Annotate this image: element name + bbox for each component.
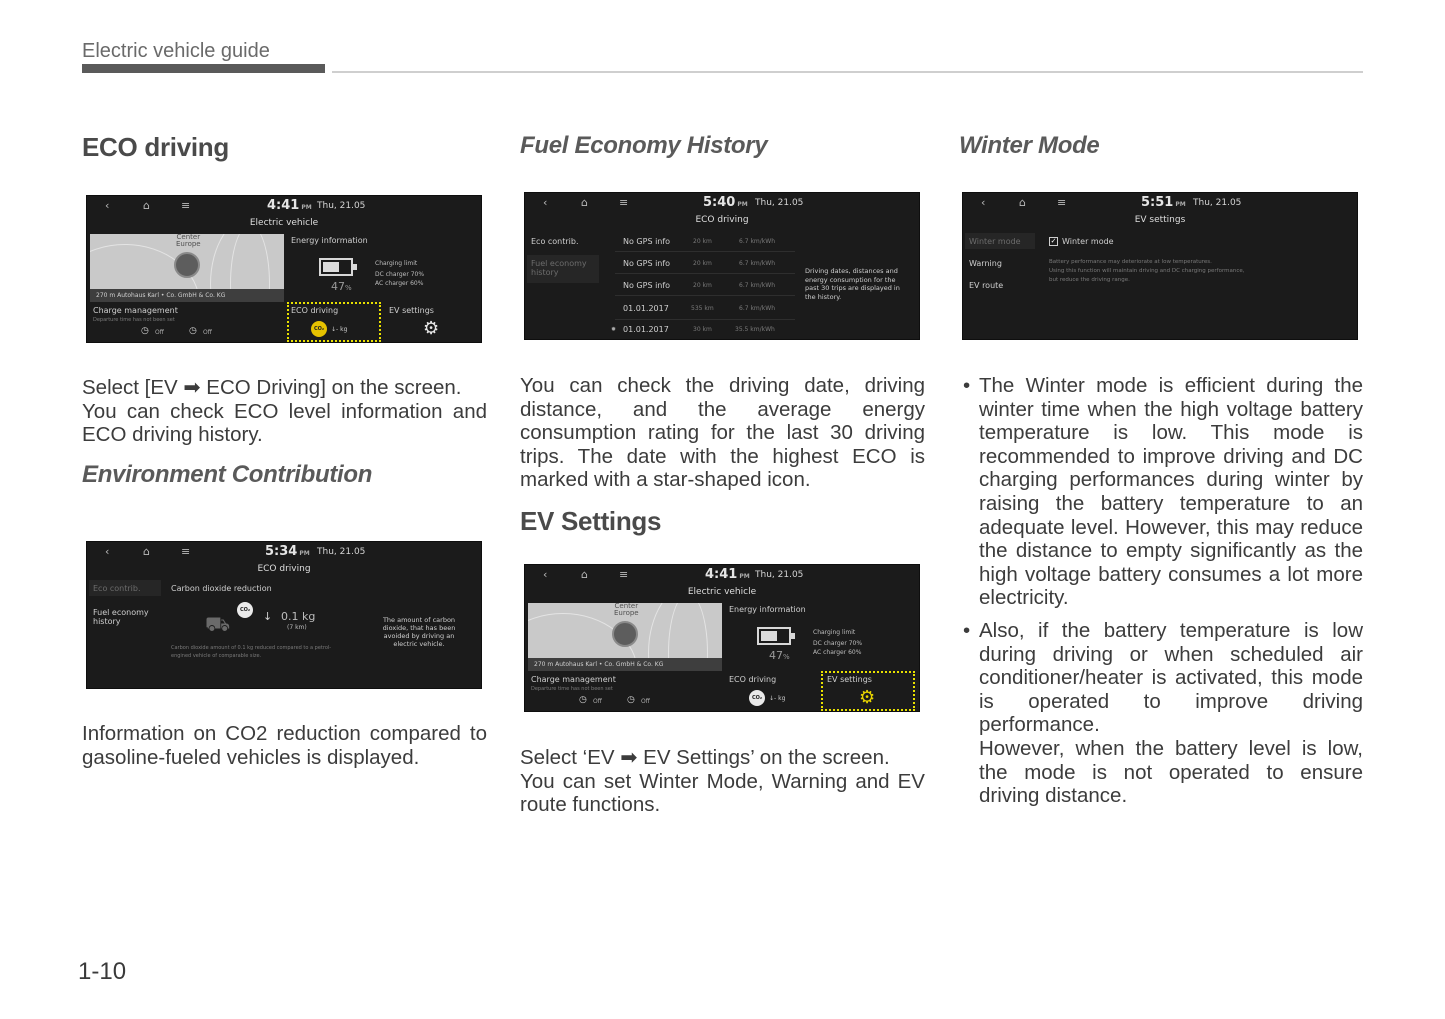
charge-management-label: Charge management (93, 306, 178, 315)
ev-settings-label: EV settings (827, 675, 872, 684)
menu-fuel-economy-history[interactable]: Fuel economy history (531, 259, 587, 277)
history-row-4-date: 01.01.2017 (623, 304, 669, 313)
screen-pm: PM (301, 204, 312, 211)
menu-warning[interactable]: Warning (969, 259, 1002, 268)
clock-icon-2: ◷ (627, 695, 635, 705)
column-1-body (82, 376, 487, 489)
header-bar (82, 64, 325, 73)
screen-date: Thu, 21.05 (1193, 198, 1242, 208)
charging-limit-label: Charging limit (813, 629, 856, 636)
heading-winter-mode: Winter Mode (959, 132, 1100, 159)
column-1-body-2 (82, 722, 487, 769)
charge-management-sub: Departure time has not been set (93, 317, 175, 323)
screen-pm: PM (299, 550, 310, 557)
ev-settings-description: You can set Winter Mode, Warning and EV route functions. (520, 769, 925, 817)
history-note: Driving dates, distances and energy consumption for the past 30 trips are displayed in the history. (805, 267, 900, 301)
env-description: Information on CO2 reduction compared to gasoline-fueled vehicles is displayed. (82, 722, 487, 769)
menu-icon: ≡ (619, 568, 629, 581)
home-icon: ⌂ (1019, 196, 1026, 209)
menu-icon: ≡ (619, 196, 629, 209)
history-row-2-date: No GPS info (623, 259, 671, 268)
history-row-1-eff: 6.7 km/kWh (739, 238, 775, 245)
co2-distance: (7 km) (287, 624, 307, 631)
column-3-body (959, 374, 1363, 817)
winter-bullet-2: • Also, if the battery temperature is low during driving or when scheduled air conditioner/heater is activated, this mode is operated to improve driving performance. However, when the battery level is low, the mode is not operated to ensure driving distance. (963, 618, 1363, 808)
history-row-5-eff: 35.5 km/kWh (735, 326, 775, 333)
history-row-5-km: 30 km (693, 326, 712, 333)
battery-percent: 47 (331, 280, 345, 293)
co2-icon: CO₂ (311, 321, 327, 337)
star-icon: ✹ (611, 326, 617, 333)
screen-date: Thu, 21.05 (755, 570, 804, 580)
back-icon: ‹ (105, 545, 110, 558)
screen-ev-settings-highlight: ‹ ⌂ ≡ 4:41 PM Thu, 21.05 Electric vehicle Center Europe 270 m Autohaus Karl • Co. GmbH & Co. KG Energy information 47% Charging limit DC charger 70% AC charger 60% Charge management Departure time has not been set ◷ Off ◷ Off ECO driving CO₂ ↓- kg EV settings ⚙ (524, 564, 920, 712)
heading-environment-contribution: Environment Contribution (82, 460, 373, 488)
battery-percent: 47 (769, 649, 783, 662)
menu-fuel-economy-history[interactable]: Fuel economy history (93, 608, 149, 626)
screen-title: Electric vehicle (687, 587, 757, 597)
eco-description: You can check ECO level information and ECO driving history. (82, 399, 487, 447)
screen-fuel-history (524, 192, 920, 340)
menu-icon: ≡ (1057, 196, 1067, 209)
screen-pm: PM (1175, 201, 1186, 208)
off-label-1: Off (593, 698, 602, 705)
charge-management-label: Charge management (531, 675, 616, 684)
energy-info-label: Energy information (291, 236, 368, 245)
ac-charger-label: AC charger 60% (375, 280, 424, 287)
screen-pm: PM (737, 201, 748, 208)
screen-time: 5:34 (265, 544, 298, 559)
map-address: 270 m Autohaus Karl • Co. GmbH & Co. KG (528, 658, 722, 671)
map-label: Center Europe (614, 603, 639, 617)
dc-charger-label: DC charger 70% (813, 640, 863, 647)
history-row-1-date: No GPS info (623, 237, 671, 246)
screen-pm: PM (739, 573, 750, 580)
history-row-3-eff: 6.7 km/kWh (739, 282, 775, 289)
co2-value: 0.1 kg (281, 610, 316, 623)
back-icon: ‹ (543, 568, 548, 581)
fuel-history-description: You can check the driving date, driving distance, and the average energy consumption rating for the last 30 driving trips. The date with the highest ECO is marked with a star-shaped icon. (520, 374, 925, 492)
screen-time: 4:41 (267, 198, 300, 213)
winter-desc-1: Battery performance may deteriorate at low temperatures. (1049, 259, 1212, 265)
co2-icon: CO₂ (749, 690, 765, 706)
screen-winter-mode (962, 192, 1358, 340)
map-view (90, 234, 284, 302)
map-view (528, 603, 722, 671)
winter-bullet-2-extra: However, when the battery level is low, the mode is not operated to ensure driving distance. (979, 736, 1363, 808)
eco-instruction: Select [EV ➡ ECO Driving] on the screen. (82, 376, 462, 399)
history-row-3-date: No GPS info (623, 281, 671, 290)
column-2-body-2 (520, 746, 925, 817)
screen-title: ECO driving (257, 564, 311, 574)
winter-desc-2: Using this function will maintain driving and DC charging performance, (1049, 268, 1245, 274)
column-2-body (520, 374, 925, 537)
map-label: Center Europe (176, 234, 201, 248)
battery-icon (319, 258, 353, 276)
back-icon: ‹ (543, 196, 548, 209)
winter-bullet-1-text: The Winter mode is efficient during the winter time when the high voltage battery temperature is low. This mode is recommended to improve driving and DC charging performances during winter by raising the battery temperature to an adequate level. However, this may reduce the distance to empty significantly as the high voltage battery consumes a lot more electricity. (979, 374, 1363, 610)
eco-driving-label: ECO driving (729, 675, 777, 684)
co2-note: The amount of carbon dioxide, that has been avoided by driving an electric vehicle. (382, 616, 456, 648)
winter-mode-label: Winter mode (1062, 237, 1114, 246)
map-address: 270 m Autohaus Karl • Co. GmbH & Co. KG (90, 289, 284, 302)
gear-icon: ⚙ (423, 318, 440, 339)
screen-env-contrib: ‹ ⌂ ≡ 5:34 PM Thu, 21.05 ECO driving Eco contrib. Fuel economy history Carbon dioxide reduction ⛟ CO₂ ↓ 0.1 kg (7 km) Carbon dioxide amount of 0.1 kg reduced compared to a petrol-engined vehicle of comparable size. The amount of carbon dioxide, that has been avoided by driving an electric vehicle. (86, 541, 482, 689)
running-title: Electric vehicle guide (82, 40, 270, 62)
section-co2-reduction: Carbon dioxide reduction (171, 584, 272, 593)
history-row-1-km: 20 km (693, 238, 712, 245)
screen-date: Thu, 21.05 (755, 198, 804, 208)
screen-title: EV settings (1134, 215, 1186, 225)
column-2 (520, 132, 925, 160)
dc-charger-label: DC charger 70% (375, 271, 425, 278)
charging-limit-label: Charging limit (375, 260, 418, 267)
home-icon: ⌂ (143, 545, 150, 558)
winter-bullet-2-text: Also, if the battery temperature is low during driving or when scheduled air conditioner/heater is activated, this mode is operated to improve driving performance. (979, 618, 1363, 737)
menu-eco-contrib[interactable]: Eco contrib. (531, 237, 579, 246)
gear-icon: ⚙ (859, 687, 876, 708)
heading-fuel-economy-history: Fuel Economy History (520, 132, 768, 159)
clock-icon: ◷ (579, 695, 587, 705)
clock-icon-2: ◷ (189, 326, 197, 336)
off-label-2: Off (641, 698, 650, 705)
ev-settings-label: EV settings (389, 306, 434, 315)
menu-winter-mode[interactable]: Winter mode (969, 237, 1021, 246)
history-row-2-km: 20 km (693, 260, 712, 267)
menu-eco-contrib[interactable]: Eco contrib. (93, 584, 141, 593)
winter-mode-checkbox[interactable]: ✓ (1050, 237, 1057, 245)
location-pin-icon (612, 621, 638, 647)
kg-label: kg (340, 326, 348, 333)
co2-icon: CO₂ (237, 602, 253, 618)
eco-driving-label: ECO driving (291, 306, 339, 315)
header-rule (332, 71, 1363, 73)
heading-eco-driving: ECO driving (82, 132, 229, 162)
ev-settings-instruction: Select ‘EV ➡ EV Settings’ on the screen. (520, 746, 890, 769)
off-label-2: Off (203, 329, 212, 336)
column-1 (82, 132, 487, 163)
screen-date: Thu, 21.05 (317, 201, 366, 211)
energy-info-label: Energy information (729, 605, 806, 614)
co2-footnote: Carbon dioxide amount of 0.1 kg reduced compared to a petrol-engined vehicle of comparable size. (171, 645, 332, 659)
page-number: 1-10 (78, 958, 127, 985)
back-icon: ‹ (105, 199, 110, 212)
location-pin-icon (174, 252, 200, 278)
heading-ev-settings: EV Settings (520, 505, 662, 536)
menu-icon: ≡ (181, 545, 191, 558)
charge-management-sub: Departure time has not been set (531, 686, 613, 692)
kg-label: kg (778, 695, 786, 702)
menu-icon: ≡ (181, 199, 191, 212)
screen-title: Electric vehicle (249, 218, 319, 228)
screen-time: 4:41 (705, 567, 738, 582)
back-icon: ‹ (981, 196, 986, 209)
percent-sign: % (345, 284, 352, 292)
percent-sign: % (783, 653, 790, 661)
winter-bullet-1: • The Winter mode is efficient during the winter time when the high voltage battery temperature is low. This mode is recommended to improve driving and DC charging performances during winter by raising the battery temperature to an adequate level. However, this may reduce the distance to empty significantly as the high voltage battery consumes a lot more electricity. (963, 374, 1363, 610)
car-icon: ⛟ (205, 612, 231, 636)
history-row-5-date: 01.01.2017 (623, 325, 669, 334)
screen-title: ECO driving (695, 215, 749, 225)
history-row-2-eff: 6.7 km/kWh (739, 260, 775, 267)
screen-ev-main: ‹ ⌂ ≡ 4:41 PM Thu, 21.05 Electric vehicle Center Europe 270 m Autohaus Karl • Co. GmbH & Co. KG Energy information 47% Charging limit DC charger 70% AC charger 60% Charge management Departure time has not been set ◷ Off ◷ Off ECO driving CO₂ ↓- kg EV settings ⚙ (86, 195, 482, 343)
history-row-4-eff: 6.7 km/kWh (739, 305, 775, 312)
screen-time: 5:40 (703, 195, 736, 210)
home-icon: ⌂ (581, 568, 588, 581)
battery-icon (757, 627, 791, 645)
column-3 (959, 132, 1364, 160)
off-label-1: Off (155, 329, 164, 336)
home-icon: ⌂ (143, 199, 150, 212)
screen-time: 5:51 (1141, 195, 1174, 210)
menu-ev-route[interactable]: EV route (969, 281, 1004, 290)
ac-charger-label: AC charger 60% (813, 649, 862, 656)
winter-desc-3: but reduce the driving range. (1049, 277, 1130, 283)
history-row-3-km: 20 km (693, 282, 712, 289)
clock-icon: ◷ (141, 326, 149, 336)
screen-date: Thu, 21.05 (317, 547, 366, 557)
home-icon: ⌂ (581, 196, 588, 209)
history-row-4-km: 535 km (691, 305, 714, 312)
